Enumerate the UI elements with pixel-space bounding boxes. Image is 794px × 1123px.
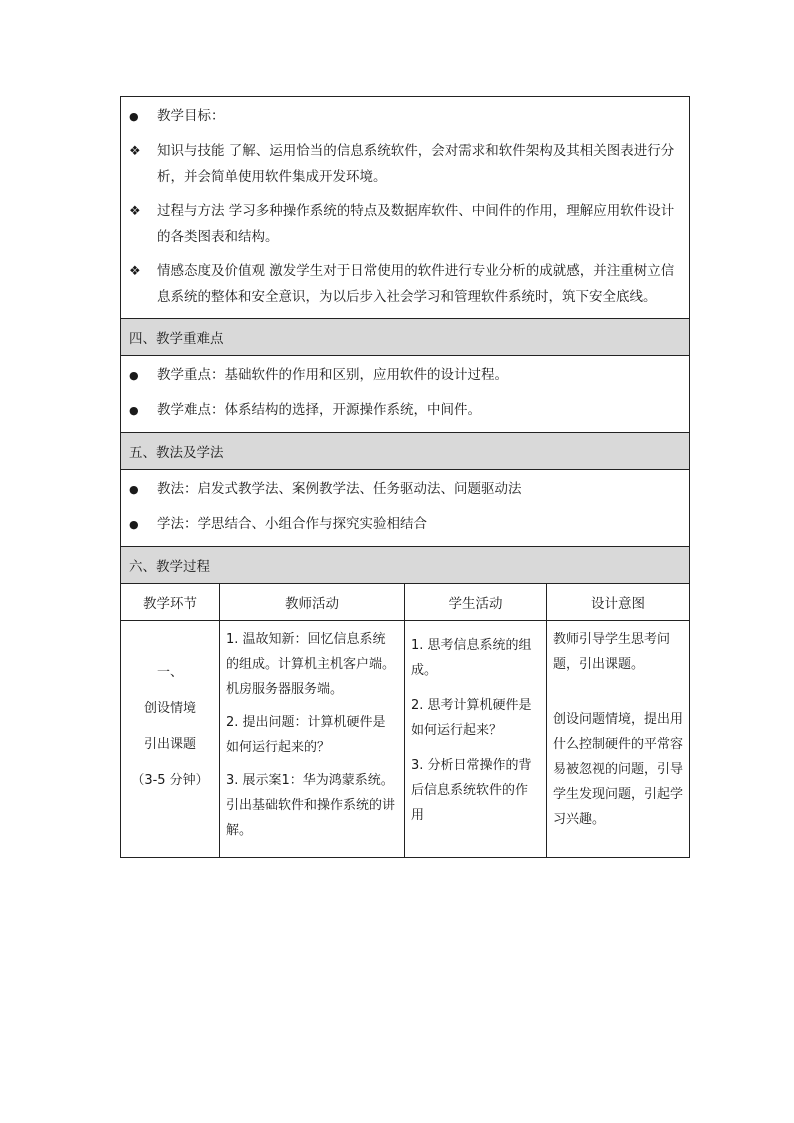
objective-item	[129, 198, 681, 250]
bullet-diamond-icon	[129, 198, 157, 225]
objectives-title: 教学目标：	[157, 108, 225, 124]
student-activity: 2. 思考计算机硬件是如何运行起来？	[411, 698, 532, 738]
bullet-dot-icon	[129, 476, 157, 503]
student-activity: 1. 思考信息系统的组成。	[411, 638, 532, 678]
stage-cell	[121, 621, 219, 813]
objective-item	[129, 258, 681, 310]
teacher-activity-cell	[220, 621, 404, 857]
lesson-plan-document	[120, 96, 689, 858]
process-column-header-row	[121, 584, 690, 621]
key-point-text: 教学重点：基础软件的作用和区别，应用软件的设计过程。	[157, 367, 508, 383]
stage-line-2: 引出课题	[143, 737, 196, 752]
process-row	[121, 621, 690, 858]
objective-text: 知识与技能 了解、运用恰当的信息系统软件，会对需求和软件架构及其相关图表进行分析，并会简单使用软件集成开发环境。	[157, 143, 675, 185]
stage-time: （3-5 分钟）	[131, 773, 209, 788]
key-points-heading: 四、教学重难点	[121, 319, 690, 356]
teacher-activity: 1. 温故知新：回忆信息系统的组成。计算机主机客户端。机房服务器服务端。	[226, 632, 396, 697]
lesson-plan-table	[120, 96, 690, 858]
process-heading-row	[121, 547, 690, 584]
method-item	[129, 476, 681, 503]
key-points-heading-row	[121, 319, 690, 356]
stage-number: 一、	[156, 665, 183, 680]
objective-item	[129, 138, 681, 190]
bullet-dot-icon	[129, 362, 157, 389]
column-header-stage: 教学环节	[121, 584, 220, 621]
design-intent: 教师引导学生思考问题，引出课题。	[553, 632, 671, 672]
process-heading: 六、教学过程	[121, 547, 690, 584]
bullet-dot-icon	[129, 103, 157, 130]
methods-row	[121, 470, 690, 547]
bullet-diamond-icon	[129, 138, 157, 165]
objective-text: 过程与方法 学习多种操作系统的特点及数据库软件、中间件的作用，理解应用软件设计的各类图表和结构。	[157, 203, 675, 245]
objectives-row	[121, 97, 690, 319]
bullet-dot-icon	[129, 511, 157, 538]
column-header-teacher: 教师活动	[220, 584, 405, 621]
objectives-title-item	[129, 103, 681, 130]
methods-heading: 五、教法及学法	[121, 433, 690, 470]
design-intent-cell	[547, 621, 689, 846]
bullet-diamond-icon	[129, 258, 157, 285]
key-point-text: 教学难点：体系结构的选择，开源操作系统，中间件。	[157, 402, 481, 418]
method-text: 学法：学思结合、小组合作与探究实验相结合	[157, 516, 427, 532]
key-point-item	[129, 362, 681, 389]
bullet-dot-icon	[129, 397, 157, 424]
method-text: 教法：启发式教学法、案例教学法、任务驱动法、问题驱动法	[157, 481, 522, 497]
student-activity-cell	[405, 621, 546, 842]
column-header-intent: 设计意图	[547, 584, 690, 621]
column-header-student: 学生活动	[405, 584, 547, 621]
key-points-row	[121, 356, 690, 433]
methods-heading-row	[121, 433, 690, 470]
objective-text: 情感态度及价值观 激发学生对于日常使用的软件进行专业分析的成就感，并注重树立信息系统的整体和安全意识，为以后步入社会学习和管理软件系统时，筑下安全底线。	[157, 263, 675, 305]
method-item	[129, 511, 681, 538]
key-point-item	[129, 397, 681, 424]
student-activity: 3. 分析日常操作的背后信息系统软件的作用	[411, 758, 532, 823]
stage-line-1: 创设情境	[143, 701, 196, 716]
teacher-activity: 2. 提出问题：计算机硬件是如何运行起来的？	[226, 715, 386, 755]
design-intent: 创设问题情境，提出用什么控制硬件的平常容易被忽视的问题，引导学生发现问题，引起学习兴趣。	[553, 712, 684, 827]
teacher-activity: 3. 展示案1：华为鸿蒙系统。引出基础软件和操作系统的讲解。	[226, 773, 396, 838]
